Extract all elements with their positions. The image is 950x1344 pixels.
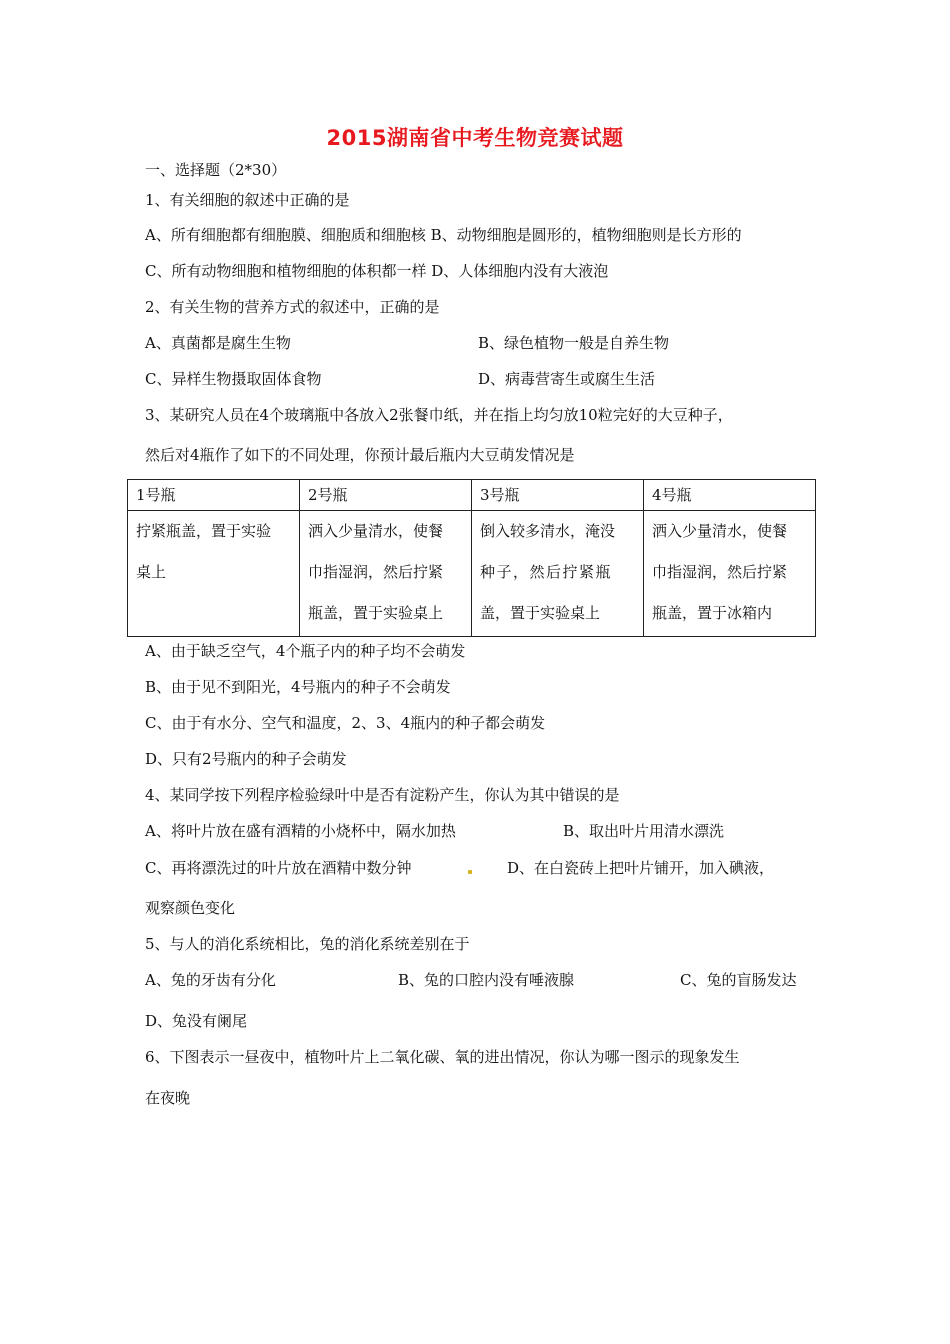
table-header-row xyxy=(128,480,816,511)
question-3-option-c: C、由于有水分、空气和温度，2、3、4瓶内的种子都会萌发 xyxy=(145,714,546,732)
question-5-option-a: A、兔的牙齿有分化 xyxy=(145,971,276,989)
question-2-option-b: B、绿色植物一般是自养生物 xyxy=(478,334,670,352)
question-4-stem: 4、某同学按下列程序检验绿叶中是否有淀粉产生，你认为其中错误的是 xyxy=(145,786,620,804)
question-6-stem-line2: 在夜晚 xyxy=(145,1089,191,1107)
question-3-option-a: A、由于缺乏空气，4个瓶子内的种子均不会萌发 xyxy=(145,642,466,660)
question-3-option-d: D、只有2号瓶内的种子会萌发 xyxy=(145,750,347,768)
question-3-option-b: B、由于见不到阳光，4号瓶内的种子不会萌发 xyxy=(145,678,451,696)
cell-line: 桌上 xyxy=(136,563,167,581)
question-3-stem-line2: 然后对4瓶作了如下的不同处理，你预计最后瓶内大豆萌发情况是 xyxy=(145,446,575,464)
question-4-option-d: D、在白瓷砖上把叶片铺开，加入碘液， xyxy=(507,859,775,877)
table-cell-bottle-3 xyxy=(472,511,644,637)
table-header-cell: 4号瓶 xyxy=(644,480,816,511)
table-header-cell: 1号瓶 xyxy=(128,480,300,511)
cell-line: 瓶盖，置于实验桌上 xyxy=(308,604,444,622)
cell-line: 瓶盖，置于冰箱内 xyxy=(652,604,773,622)
question-4-option-d-continued: 观察颜色变化 xyxy=(145,899,236,917)
section-heading: 一、选择题（2*30） xyxy=(145,161,287,179)
question-1-stem: 1、有关细胞的叙述中正确的是 xyxy=(145,191,350,209)
cell-line: 巾指湿润，然后拧紧 xyxy=(652,563,788,581)
cell-line: 巾指湿润，然后拧紧 xyxy=(308,563,444,581)
question-1-options-ab: A、所有细胞都有细胞膜、细胞质和细胞核 B、动物细胞是圆形的，植物细胞则是长方形的 xyxy=(145,226,742,244)
question-5-option-c: C、兔的盲肠发达 xyxy=(680,971,797,989)
bottle-treatment-table xyxy=(127,479,816,637)
cell-line: 洒入少量清水，使餐 xyxy=(652,522,788,540)
cell-line: 种子，然后拧紧瓶 xyxy=(480,563,613,581)
question-2-stem: 2、有关生物的营养方式的叙述中，正确的是 xyxy=(145,298,440,316)
cell-line: 洒入少量清水，使餐 xyxy=(308,522,444,540)
question-3-stem-line1: 3、某研究人员在4个玻璃瓶中各放入2张餐巾纸，并在指上均匀放10粒完好的大豆种子， xyxy=(145,406,733,424)
stray-dot-mark xyxy=(468,870,472,874)
page-title: 2015湖南省中考生物竞赛试题 xyxy=(326,126,624,150)
table-header-cell: 3号瓶 xyxy=(472,480,644,511)
question-4-option-a: A、将叶片放在盛有酒精的小烧杯中，隔水加热 xyxy=(145,822,456,840)
cell-line: 盖，置于实验桌上 xyxy=(480,604,601,622)
question-1-options-cd: C、所有动物细胞和植物细胞的体积都一样 D、人体细胞内没有大液泡 xyxy=(145,262,609,280)
table-header-cell: 2号瓶 xyxy=(300,480,472,511)
question-6-stem-line1: 6、下图表示一昼夜中，植物叶片上二氧化碳、氧的进出情况，你认为哪一图示的现象发生 xyxy=(145,1048,740,1066)
question-5-option-b: B、兔的口腔内没有唾液腺 xyxy=(398,971,575,989)
question-5-option-d: D、兔没有阑尾 xyxy=(145,1012,248,1030)
table-cell-bottle-4 xyxy=(644,511,816,637)
question-2-option-c: C、异样生物摄取固体食物 xyxy=(145,370,322,388)
question-2-option-d: D、病毒营寄生或腐生生活 xyxy=(478,370,656,388)
question-4-option-c: C、再将漂洗过的叶片放在酒精中数分钟 xyxy=(145,859,412,877)
table-cell-bottle-2 xyxy=(300,511,472,637)
cell-line: 倒入较多清水，淹没 xyxy=(480,522,616,540)
table-row xyxy=(128,511,816,637)
cell-line: 拧紧瓶盖，置于实验 xyxy=(136,522,272,540)
table-cell-bottle-1 xyxy=(128,511,300,637)
question-2-option-a: A、真菌都是腐生生物 xyxy=(145,334,291,352)
question-4-option-b: B、取出叶片用清水漂洗 xyxy=(563,822,725,840)
question-5-stem: 5、与人的消化系统相比，兔的消化系统差别在于 xyxy=(145,935,470,953)
